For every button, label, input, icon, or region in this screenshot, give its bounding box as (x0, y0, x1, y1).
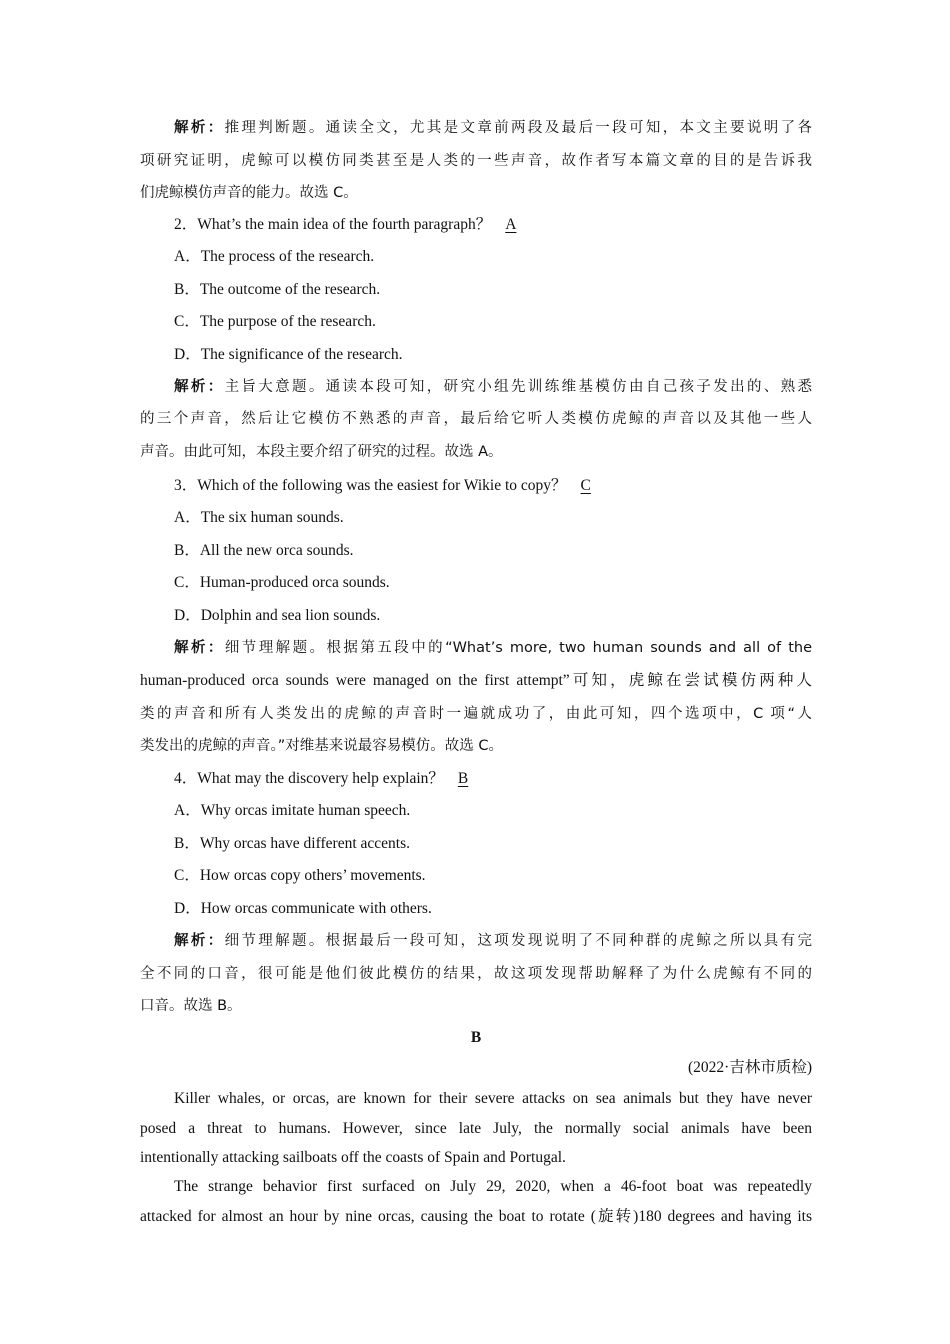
q4-option-b: B．Why orcas have different accents. (174, 835, 410, 852)
passage-p2-line-2: attacked for almost an hour by nine orcas, causing the boat to rotate (旋转)180 degrees and having its (140, 1208, 812, 1225)
q3-option-c: C．Human-produced orca sounds. (174, 574, 390, 591)
q2-option-b: B．The outcome of the research. (174, 281, 381, 298)
q4-option-d: D．How orcas communicate with others. (174, 900, 432, 917)
q4-analysis-line-2: 全不同的口音，很可能是他们彼此模仿的结果，故这项发现帮助解释了为什么虎鲸有不同的 (140, 966, 812, 982)
analysis-label: 解析： (174, 640, 225, 656)
answer-blank: A (505, 216, 517, 233)
passage-p1-line-2: posed a threat to humans. However, since late July, the normally social animals have been (140, 1120, 812, 1137)
q3-option-a: A．The six human sounds. (174, 509, 344, 526)
q2-option-d: D．The significance of the research. (174, 346, 403, 363)
question-2: 2．What’s the main idea of the fourth paragraph？ A (174, 213, 812, 237)
analysis-label: 解析： (174, 933, 225, 949)
q3-analysis-line-2: human-produced orca sounds were managed on the first attempt”可知，虎鲸在尝试模仿两种人 (140, 672, 812, 689)
q2-option-c: C．The purpose of the research. (174, 313, 376, 330)
answer-blank: C (580, 477, 591, 494)
q4-option-c: C．How orcas copy others’ movements. (174, 867, 426, 884)
question-4: 4．What may the discovery help explain？ B (174, 767, 812, 791)
q4-analysis-line-3: 口音。故选 B。 (140, 998, 242, 1014)
passage-p1-line-1: Killer whales, or orcas, are known for their severe attacks on sea animals but they have never (174, 1090, 812, 1107)
passage-heading: B (470, 1029, 482, 1046)
q1-analysis-line-3: 们虎鲸模仿声音的能力。故选 C。 (140, 185, 358, 201)
analysis-label: 解析： (174, 120, 225, 136)
q2-analysis-line-3: 声音。由此可知，本段主要介绍了研究的过程。故选 A。 (140, 444, 503, 460)
q2-analysis-line-2: 的三个声音，然后让它模仿不熟悉的声音，最后给它听人类模仿虎鲸的声音以及其他一些人 (140, 411, 812, 427)
q3-analysis-line-3: 类的声音和所有人类发出的虎鲸的声音时一遍就成功了，由此可知，四个选项中，C 项“人 (140, 706, 812, 722)
analysis-label: 解析： (174, 379, 225, 395)
q2-option-a: A．The process of the research. (174, 248, 375, 265)
q1-analysis-line-2: 项研究证明，虎鲸可以模仿同类甚至是人类的一些声音，故作者写本篇文章的目的是告诉我 (140, 153, 812, 169)
q3-analysis-line-4: 类发出的虎鲸的声音。”对维基来说最容易模仿。故选 C。 (140, 738, 503, 754)
question-3: 3．Which of the following was the easiest for Wikie to copy？ C (174, 474, 812, 498)
passage-p2-line-1: The strange behavior first surfaced on July 29, 2020, when a 46-foot boat was repeatedly (174, 1178, 812, 1195)
q3-analysis-line-1: 解析：细节理解题。根据第五段中的“What’s more, two human sounds and all of the (174, 640, 812, 656)
q1-analysis-line-1: 解析：推理判断题。通读全文，尤其是文章前两段及最后一段可知，本文主要说明了各 (174, 120, 812, 136)
passage-source: (2022·吉林市质检) (688, 1059, 812, 1076)
q4-option-a: A．Why orcas imitate human speech. (174, 802, 411, 819)
answer-blank: B (457, 770, 469, 787)
q3-option-d: D．Dolphin and sea lion sounds. (174, 607, 381, 624)
q2-analysis-line-1: 解析：主旨大意题。通读本段可知，研究小组先训练维基模仿由自己孩子发出的、熟悉 (174, 379, 812, 395)
q4-analysis-line-1: 解析：细节理解题。根据最后一段可知，这项发现说明了不同种群的虎鲸之所以具有完 (174, 933, 812, 949)
q3-option-b: B．All the new orca sounds. (174, 542, 354, 559)
passage-p1-line-3: intentionally attacking sailboats off the coasts of Spain and Portugal. (140, 1149, 566, 1166)
